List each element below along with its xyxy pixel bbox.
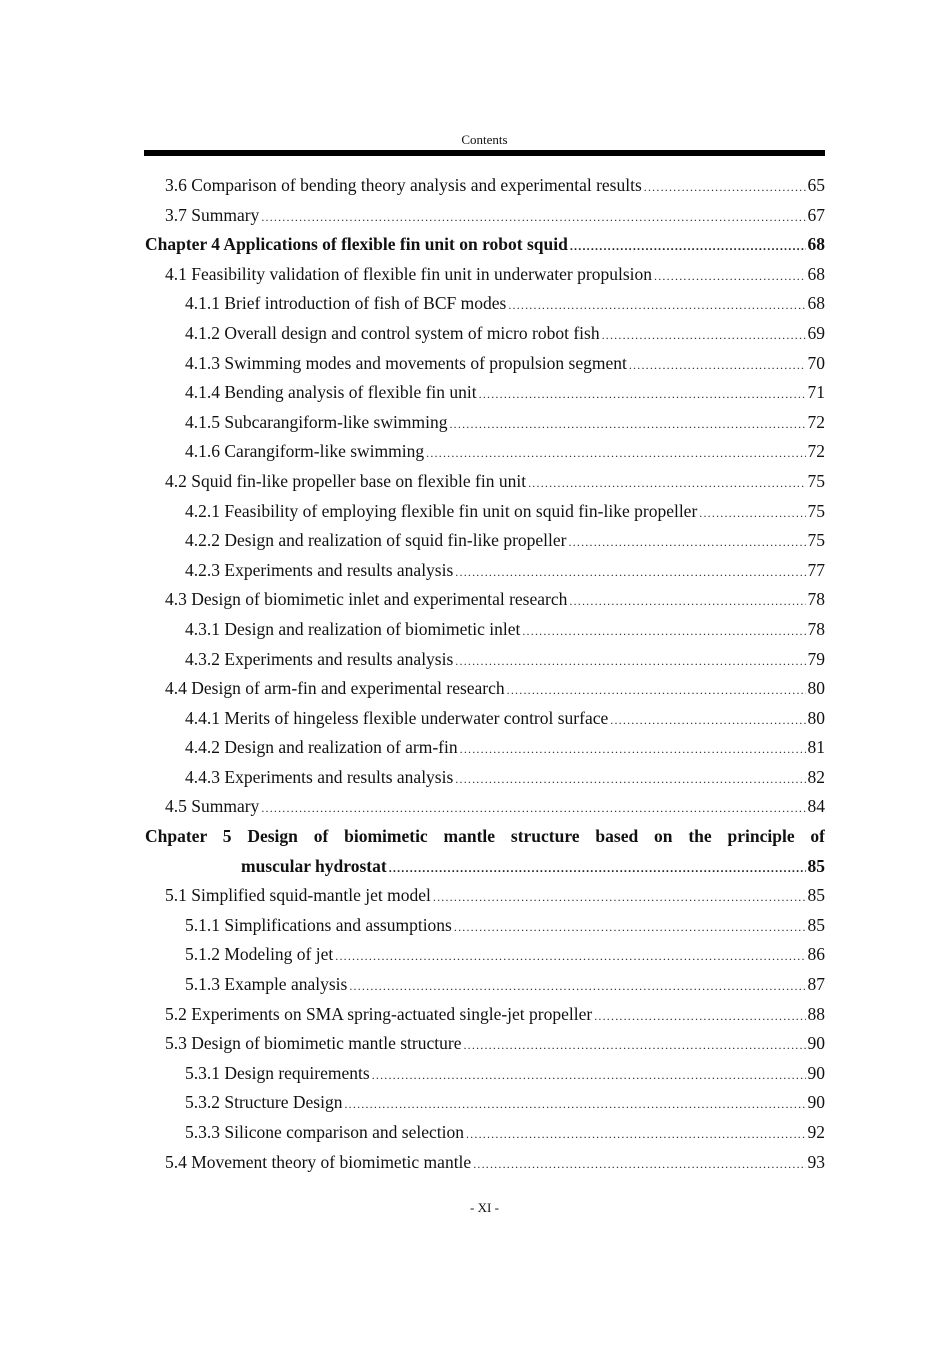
toc-entry-page: 75	[807, 470, 825, 491]
toc-entry-page: 85	[807, 885, 825, 906]
toc-entry[interactable]	[145, 970, 825, 1000]
toc-entry-title: 5.3.3 Silicone comparison and selection	[185, 1122, 464, 1142]
toc-entry-page: 79	[807, 648, 825, 669]
dot-leader	[433, 883, 806, 911]
toc-entry-page: 80	[807, 707, 825, 728]
toc-entry[interactable]	[145, 704, 825, 734]
dot-leader	[455, 765, 805, 793]
toc-entry-title: 5.1.2 Modeling of jet	[185, 944, 334, 965]
dot-leader	[454, 913, 806, 941]
toc-entry-page: 78	[807, 618, 825, 639]
dot-leader	[594, 1002, 805, 1030]
dot-leader	[473, 1150, 805, 1178]
dot-leader	[463, 1031, 805, 1059]
toc-entry[interactable]	[145, 645, 825, 675]
dot-leader	[602, 321, 806, 349]
toc-entry[interactable]	[145, 201, 825, 231]
toc-entry-page: 71	[807, 382, 825, 403]
toc-entry[interactable]	[145, 556, 825, 586]
dot-leader	[389, 854, 806, 882]
toc-entry[interactable]	[145, 1118, 825, 1148]
toc-entry-title: 4.1.5 Subcarangiform-like swimming	[185, 411, 448, 432]
toc-entry-page: 87	[807, 974, 825, 995]
toc-entry-title: 4.3 Design of biomimetic inlet and experimental research	[165, 589, 568, 610]
toc-entry-title: 4.2.2 Design and realization of squid fin-like propeller	[185, 530, 567, 551]
toc-entry-title: 4.4 Design of arm-fin and experimental research	[165, 678, 505, 699]
toc-entry-page: 72	[807, 441, 825, 462]
toc-entry[interactable]	[145, 733, 825, 763]
toc-entry-page: 93	[807, 1151, 825, 1172]
toc-entry[interactable]	[145, 911, 825, 941]
toc-entry-title: 4.1.4 Bending analysis of flexible fin unit	[185, 382, 477, 403]
dot-leader	[344, 1090, 805, 1118]
toc-entry-page: 68	[807, 263, 825, 284]
toc-entry-page: 77	[807, 559, 825, 580]
toc-entry[interactable]	[145, 1088, 825, 1118]
toc-entry-title: 4.3.1 Design and realization of biomimetic inlet	[185, 618, 521, 639]
dot-leader	[699, 499, 805, 527]
toc-entry-title: 5.4 Movement theory of biomimetic mantle	[165, 1151, 472, 1172]
toc-entry-page: 68	[807, 293, 825, 314]
toc-entry-page: 65	[807, 175, 825, 195]
dot-leader	[455, 558, 805, 586]
header-rule	[144, 150, 825, 156]
dot-leader	[610, 706, 805, 734]
page-number: - XI -	[470, 1200, 499, 1215]
toc-entry[interactable]	[145, 408, 825, 438]
dot-leader	[372, 1061, 806, 1089]
toc-entry-title: 4.1.6 Carangiform-like swimming	[185, 441, 425, 462]
toc-entry[interactable]	[145, 792, 825, 822]
dot-leader	[569, 587, 805, 615]
toc-entry[interactable]	[145, 349, 825, 379]
toc-entry-title: 4.2 Squid fin-like propeller base on flexible fin unit	[165, 470, 527, 491]
table-of-contents	[145, 171, 825, 1177]
dot-leader	[508, 291, 805, 319]
toc-entry-title: 4.4.3 Experiments and results analysis	[185, 766, 454, 787]
toc-entry-page: 92	[807, 1122, 825, 1142]
dot-leader	[466, 1120, 806, 1148]
toc-entry-title: Chpater 5 Design of biomimetic mantle structure based on the principle of	[145, 826, 825, 847]
toc-entry-page: 82	[807, 766, 825, 787]
toc-entry-page: 72	[807, 411, 825, 432]
toc-chapter-entry[interactable]	[145, 822, 825, 881]
toc-entry[interactable]	[145, 289, 825, 319]
dot-leader	[479, 380, 806, 408]
toc-entry-title: 4.2.3 Experiments and results analysis	[185, 559, 454, 580]
toc-entry-title: 5.1.3 Example analysis	[185, 974, 348, 995]
toc-entry-title: 5.3 Design of biomimetic mantle structure	[165, 1033, 462, 1054]
toc-entry[interactable]	[145, 1000, 825, 1030]
toc-entry-page: 84	[807, 796, 825, 817]
toc-entry[interactable]	[145, 1148, 825, 1178]
toc-entry-page: 68	[807, 234, 825, 255]
toc-entry-page: 75	[807, 530, 825, 551]
toc-entry-title: 4.1 Feasibility validation of flexible fin unit in underwater propulsion	[165, 263, 652, 284]
toc-entry-title: 4.2.1 Feasibility of employing flexible fin unit on squid fin-like propeller	[185, 500, 698, 521]
dot-leader	[426, 439, 805, 467]
toc-entry-page: 70	[807, 352, 825, 373]
dot-leader	[522, 617, 805, 645]
toc-entry[interactable]	[145, 881, 825, 911]
toc-entry[interactable]	[145, 940, 825, 970]
toc-entry-title: 4.1.3 Swimming modes and movements of propulsion segment	[185, 352, 627, 373]
toc-entry[interactable]	[145, 497, 825, 527]
toc-entry-title: 5.3.1 Design requirements	[185, 1062, 370, 1083]
toc-entry-title: 4.3.2 Experiments and results analysis	[185, 648, 454, 669]
toc-entry[interactable]	[145, 763, 825, 793]
toc-entry-title: 3.7 Summary	[165, 204, 260, 225]
dot-leader	[569, 528, 806, 556]
toc-entry-page: 90	[807, 1033, 825, 1054]
dot-leader	[629, 351, 806, 379]
toc-entry-title: 4.1.1 Brief introduction of fish of BCF modes	[185, 293, 507, 314]
toc-entry[interactable]	[145, 585, 825, 615]
dot-leader	[570, 232, 806, 260]
toc-entry-title: muscular hydrostat	[241, 855, 387, 876]
toc-entry-page: 69	[807, 322, 825, 343]
toc-entry-page: 85	[807, 914, 825, 935]
toc-entry-title: 5.1 Simplified squid-mantle jet model	[165, 885, 431, 906]
toc-entry[interactable]	[145, 1059, 825, 1089]
dot-leader	[449, 410, 805, 438]
dot-leader	[654, 262, 806, 290]
toc-entry[interactable]	[145, 1029, 825, 1059]
toc-entry-page: 86	[807, 944, 825, 965]
dot-leader	[349, 972, 805, 1000]
toc-entry[interactable]	[145, 260, 825, 290]
dot-leader	[335, 942, 805, 970]
toc-entry-page: 85	[807, 855, 825, 876]
toc-entry[interactable]	[145, 378, 825, 408]
running-header: Contents	[461, 132, 508, 147]
toc-entry-title: 4.5 Summary	[165, 796, 260, 817]
dot-leader	[261, 203, 805, 231]
dot-leader	[528, 469, 805, 497]
dot-leader	[261, 794, 805, 822]
toc-entry-page: 75	[807, 500, 825, 521]
toc-entry-page: 81	[807, 737, 825, 758]
toc-entry-page: 78	[807, 589, 825, 610]
toc-entry-title: 5.3.2 Structure Design	[185, 1092, 343, 1113]
toc-entry[interactable]	[145, 674, 825, 704]
toc-chapter-entry[interactable]	[145, 230, 825, 260]
toc-entry-title: 4.4.2 Design and realization of arm-fin	[185, 737, 458, 758]
dot-leader	[460, 735, 806, 763]
toc-entry[interactable]	[145, 171, 825, 201]
dot-leader	[644, 173, 806, 201]
dot-leader	[455, 647, 805, 675]
toc-entry[interactable]	[145, 615, 825, 645]
toc-entry-page: 88	[807, 1003, 825, 1024]
toc-entry-title: 5.1.1 Simplifications and assumptions	[185, 914, 452, 935]
toc-entry-title: 5.2 Experiments on SMA spring-actuated single-jet propeller	[165, 1003, 593, 1024]
toc-entry-title: 3.6 Comparison of bending theory analysis and experimental results	[165, 175, 642, 195]
toc-entry-page: 80	[807, 678, 825, 699]
toc-entry-page: 90	[807, 1092, 825, 1113]
toc-entry[interactable]	[145, 319, 825, 349]
toc-entry-page: 67	[807, 204, 825, 225]
toc-entry[interactable]	[145, 467, 825, 497]
dot-leader	[507, 676, 806, 704]
toc-entry-title: 4.4.1 Merits of hingeless flexible underwater control surface	[185, 707, 609, 728]
toc-entry-title: Chapter 4 Applications of flexible fin unit on robot squid	[145, 234, 568, 255]
toc-entry-page: 90	[807, 1062, 825, 1083]
toc-entry[interactable]	[145, 526, 825, 556]
toc-entry[interactable]	[145, 437, 825, 467]
toc-entry-title: 4.1.2 Overall design and control system of micro robot fish	[185, 322, 600, 343]
